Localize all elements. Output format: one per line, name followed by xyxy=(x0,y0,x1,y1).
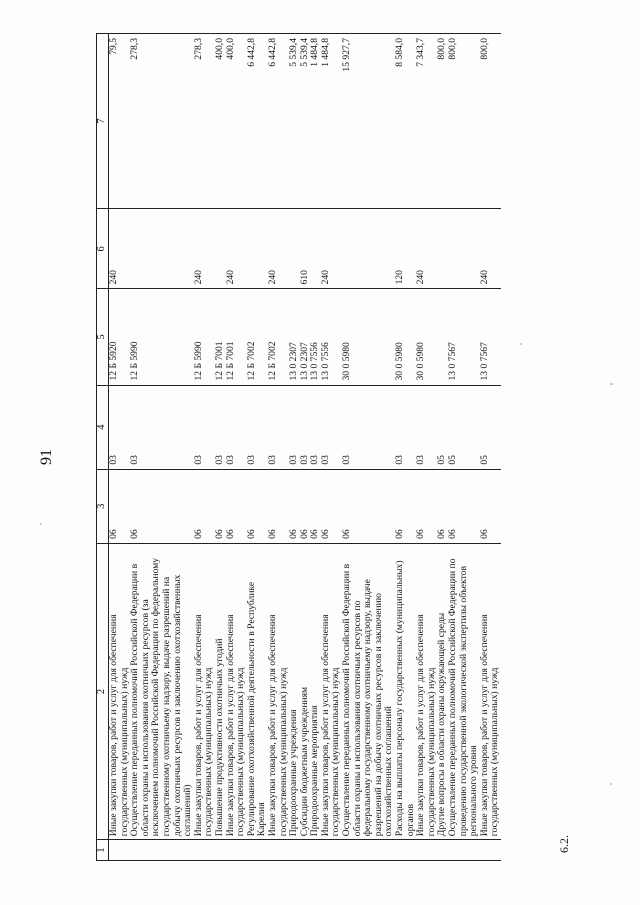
row-expense-type: 610 xyxy=(300,209,311,289)
row-amount: 278,3 xyxy=(194,34,215,209)
row-name: Осуществление переданных полномочий Российской Федерации по проведению государственной экологической экспертизы объектов регионального уровня xyxy=(448,543,480,839)
row-col1 xyxy=(321,840,342,861)
row-target-article: 30 0 5980 xyxy=(395,289,416,385)
row-section: 06 xyxy=(268,469,289,543)
row-subsection: 03 xyxy=(194,385,215,469)
row-col1 xyxy=(247,840,268,861)
section-number: 6.2. xyxy=(557,835,571,853)
table-body xyxy=(109,34,501,861)
table-row xyxy=(480,34,501,861)
table-row xyxy=(395,34,416,861)
row-amount: 5 539,4 xyxy=(289,34,300,209)
row-expense-type: 240 xyxy=(268,209,289,289)
table-row xyxy=(194,34,215,861)
row-target-article: 12 Б 7001 xyxy=(215,289,226,385)
row-section: 06 xyxy=(321,469,342,543)
row-subsection: 03 xyxy=(226,385,247,469)
row-name: Регулирование охотхозяйственной деятельности в Республике Карелия xyxy=(247,543,268,839)
header-col-6: 6 xyxy=(97,209,109,289)
row-col1 xyxy=(416,840,437,861)
table-row xyxy=(342,34,395,861)
row-name: Осуществление переданных полномочий Российской Федерации в области охраны и использования охотничьих ресурсов по федеральному государственному охотничьему надзору, выдаче разрешений на добычу охотничьих ресурсов и заключению охотхозяйственных соглашений xyxy=(342,543,395,839)
row-amount: 400,0 xyxy=(226,34,247,209)
row-section: 06 xyxy=(226,469,247,543)
row-amount: 8 584,0 xyxy=(395,34,416,209)
row-subsection: 03 xyxy=(247,385,268,469)
row-target-article: 12 Б 7001 xyxy=(226,289,247,385)
row-amount: 800,0 xyxy=(448,34,480,209)
row-col1 xyxy=(300,840,311,861)
row-name: Осуществление переданных полномочий Российской Федерации в области охраны и использования охотничьих ресурсов (за исключением полномочий Российской Федерации по федеральному государственному охотничьему надзору, выдаче разрешений на добычу охотничьих ресурсов и заключению охотхозяйственных соглашений) xyxy=(130,543,194,839)
header-col-3: 3 xyxy=(97,469,109,543)
row-section: 06 xyxy=(109,469,131,543)
row-name: Иные закупки товаров, работ и услуг для обеспечения государственных (муниципальных) нужд xyxy=(226,543,247,839)
row-col1 xyxy=(130,840,194,861)
row-target-article: 12 Б 5920 xyxy=(109,289,131,385)
row-target-article: 13 0 7556 xyxy=(310,289,321,385)
table-row xyxy=(416,34,437,861)
row-target-article: 13 0 7567 xyxy=(480,289,501,385)
row-name: Иные закупки товаров, работ и услуг для обеспечения государственных (муниципальных) нужд xyxy=(480,543,501,839)
row-subsection: 03 xyxy=(289,385,300,469)
row-name: Природоохранные мероприятия xyxy=(310,543,321,839)
row-amount: 15 927,7 xyxy=(342,34,395,209)
row-col1 xyxy=(395,840,416,861)
row-subsection: 03 xyxy=(395,385,416,469)
row-section: 06 xyxy=(437,469,448,543)
row-section: 06 xyxy=(194,469,215,543)
row-amount: 6 442,8 xyxy=(247,34,268,209)
row-col1 xyxy=(448,840,480,861)
header-col-7: 7 xyxy=(97,34,109,209)
page-number: 91 xyxy=(38,449,55,465)
row-expense-type xyxy=(215,209,226,289)
row-target-article: 12 Б 7002 xyxy=(268,289,289,385)
row-name: Иные закупки товаров, работ и услуг для обеспечения государственных (муниципальных) нужд xyxy=(321,543,342,839)
row-name: Иные закупки товаров, работ и услуг для обеспечения государственных (муниципальных) нужд xyxy=(268,543,289,839)
row-section: 06 xyxy=(342,469,395,543)
row-name: Другие вопросы в области охраны окружающей среды xyxy=(437,543,448,839)
row-target-article: 13 0 2307 xyxy=(289,289,300,385)
scan-speck xyxy=(520,343,522,345)
row-amount: 1 484,8 xyxy=(310,34,321,209)
row-subsection: 03 xyxy=(300,385,311,469)
row-name: Повышение продуктивности охотничьих угодий xyxy=(215,543,226,839)
row-col1 xyxy=(268,840,289,861)
row-name: Иные закупки товаров, работ и услуг для обеспечения государственных (муниципальных) нужд xyxy=(109,543,131,839)
row-section: 06 xyxy=(416,469,437,543)
scan-speck xyxy=(610,383,613,385)
row-target-article: 12 Б 7002 xyxy=(247,289,268,385)
table-row xyxy=(321,34,342,861)
row-section: 06 xyxy=(215,469,226,543)
scan-speck xyxy=(40,523,42,525)
row-subsection: 03 xyxy=(268,385,289,469)
row-col1 xyxy=(342,840,395,861)
row-subsection: 05 xyxy=(448,385,480,469)
row-section: 06 xyxy=(247,469,268,543)
row-target-article: 12 Б 5990 xyxy=(194,289,215,385)
row-amount: 800,0 xyxy=(437,34,448,209)
row-col1 xyxy=(109,840,131,861)
row-col1 xyxy=(215,840,226,861)
row-col1 xyxy=(226,840,247,861)
row-subsection: 03 xyxy=(310,385,321,469)
row-subsection: 05 xyxy=(480,385,501,469)
row-section: 06 xyxy=(448,469,480,543)
header-col-4: 4 xyxy=(97,385,109,469)
row-subsection: 03 xyxy=(416,385,437,469)
row-amount: 6 442,8 xyxy=(268,34,289,209)
scan-speck xyxy=(610,783,612,785)
row-expense-type: 240 xyxy=(109,209,131,289)
row-col1 xyxy=(480,840,501,861)
budget-table xyxy=(96,33,501,861)
row-name: Иные закупки товаров, работ и услуг для обеспечения государственных (муниципальных) нужд xyxy=(416,543,437,839)
row-expense-type: 240 xyxy=(480,209,501,289)
row-expense-type: 240 xyxy=(194,209,215,289)
table-header-row xyxy=(97,34,109,861)
table-row xyxy=(109,34,131,861)
row-col1 xyxy=(289,840,300,861)
row-col1 xyxy=(310,840,321,861)
row-amount: 278,3 xyxy=(130,34,194,209)
row-amount: 400,0 xyxy=(215,34,226,209)
row-subsection: 03 xyxy=(321,385,342,469)
header-col-2: 2 xyxy=(97,543,109,839)
row-expense-type xyxy=(342,209,395,289)
row-target-article: 13 0 7556 xyxy=(321,289,342,385)
row-target-article: 30 0 5980 xyxy=(416,289,437,385)
row-col1 xyxy=(194,840,215,861)
row-expense-type xyxy=(448,209,480,289)
row-section: 06 xyxy=(480,469,501,543)
row-section: 06 xyxy=(300,469,311,543)
row-target-article: 30 0 5980 xyxy=(342,289,395,385)
row-name: Природоохранные учреждения xyxy=(289,543,300,839)
table-row xyxy=(247,34,268,861)
table-row xyxy=(215,34,226,861)
row-col1 xyxy=(437,840,448,861)
table-row xyxy=(226,34,247,861)
row-expense-type xyxy=(437,209,448,289)
row-expense-type: 240 xyxy=(321,209,342,289)
table-row xyxy=(268,34,289,861)
row-target-article: 13 0 7567 xyxy=(448,289,480,385)
row-name: Субсидии бюджетным учреждениям xyxy=(300,543,311,839)
row-name: Расходы на выплаты персоналу государственных (муниципальных) органов xyxy=(395,543,416,839)
row-subsection: 03 xyxy=(109,385,131,469)
row-section: 06 xyxy=(395,469,416,543)
header-col-1: 1 xyxy=(97,840,109,861)
row-subsection: 05 xyxy=(437,385,448,469)
row-expense-type: 240 xyxy=(416,209,437,289)
row-expense-type: 120 xyxy=(395,209,416,289)
row-amount: 5 539,4 xyxy=(300,34,311,209)
row-section: 06 xyxy=(310,469,321,543)
row-subsection: 03 xyxy=(130,385,194,469)
row-section: 06 xyxy=(289,469,300,543)
row-expense-type: 240 xyxy=(226,209,247,289)
row-name: Иные закупки товаров, работ и услуг для обеспечения государственных (муниципальных) нужд xyxy=(194,543,215,839)
row-amount: 7 343,7 xyxy=(416,34,437,209)
row-subsection: 03 xyxy=(342,385,395,469)
row-section: 06 xyxy=(130,469,194,543)
row-target-article: 13 0 2307 xyxy=(300,289,311,385)
row-expense-type xyxy=(247,209,268,289)
row-amount: 79,5 xyxy=(109,34,131,209)
row-target-article: 12 Б 5990 xyxy=(130,289,194,385)
row-expense-type xyxy=(130,209,194,289)
table-row xyxy=(448,34,480,861)
table-row xyxy=(130,34,194,861)
header-col-5: 5 xyxy=(97,289,109,385)
row-subsection: 03 xyxy=(215,385,226,469)
row-amount: 800,0 xyxy=(480,34,501,209)
row-amount: 1 484,8 xyxy=(321,34,342,209)
